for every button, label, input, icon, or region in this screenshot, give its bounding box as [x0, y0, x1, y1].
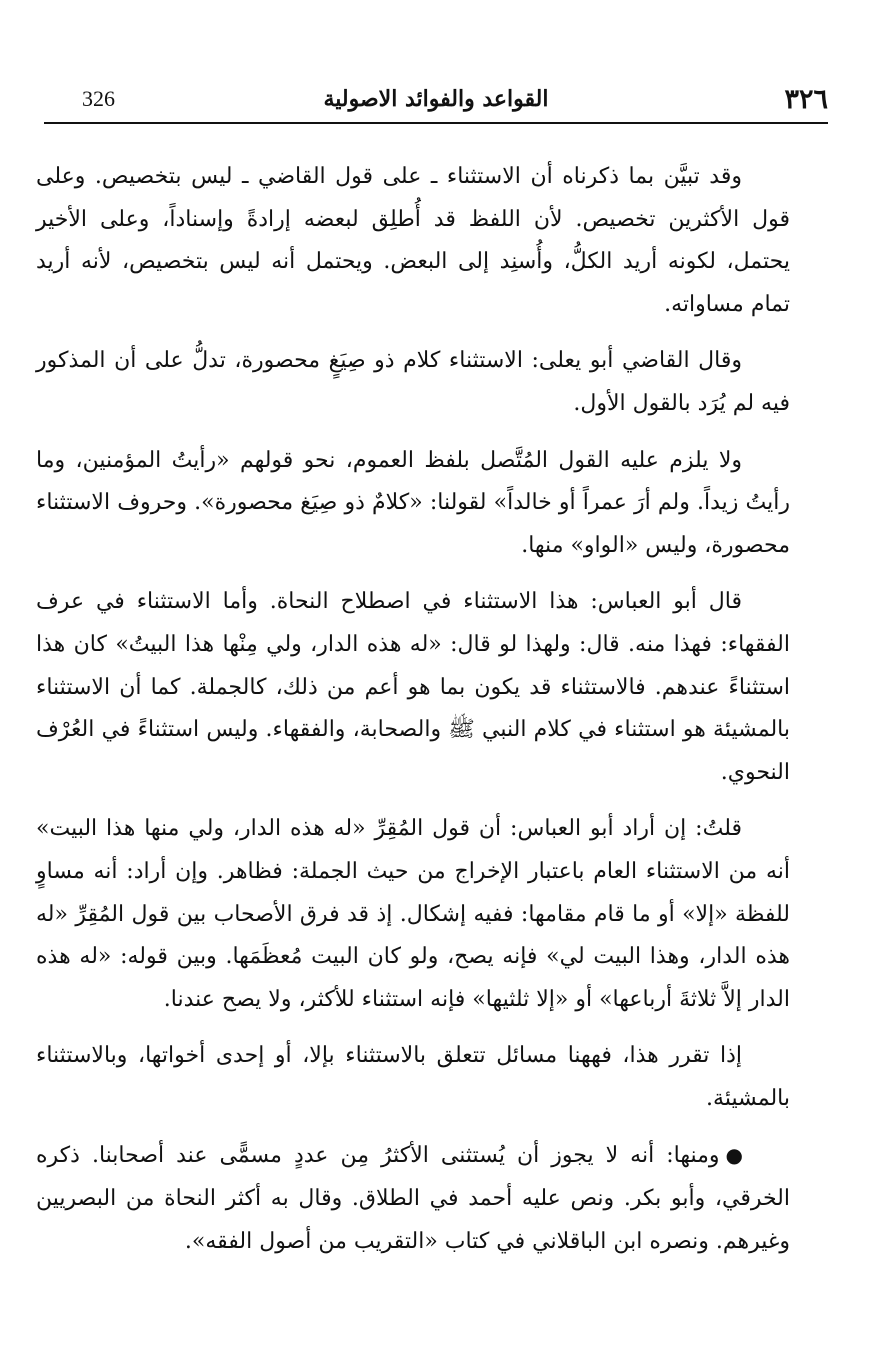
paragraph: وقد تبيَّن بما ذكرناه أن الاستثناء ـ على قول القاضي ـ ليس بتخصيص. وعلى قول الأكثرين تخصيص. لأن اللفظ قد أُطلِق لبعضه إرادةً وإسناداً، وعلى الأخير يحتمل، لكونه أريد الكلُّ، وأُسنِد إلى البعض. ويحتمل أنه ليس بتخصيص، لأنه أريد تمام مساواته.: [36, 164, 790, 317]
paragraph: قلتُ: إن أراد أبو العباس: أن قول المُقِرِّ «له هذه الدار، ولي منها هذا البيت» أنه من الاستثناء العام باعتبار الإخراج من حيث الجملة: فظاهر. وإن أراد: أنه مساوٍ للفظة «إلا» أو ما قام مقامها: ففيه إشكال. إذ قد فرق الأصحاب بين قول المُقِرِّ «له هذه الدار، وهذا البيت لي» فإنه يصح، ولو كان البيت مُعظَمَها. وبين قوله: «له هذه الدار إلاَّ ثلاثةَ أرباعها» أو «إلا ثلثيها» فإنه استثناء للأكثر، ولا يصح عندنا.: [36, 816, 791, 1012]
page-number-latin: 326: [82, 86, 115, 111]
running-title: القواعد والفوائد الاصولية: [323, 86, 549, 112]
main-text: [36, 156, 790, 1277]
header-rule: [44, 122, 828, 124]
paragraph: قال أبو العباس: هذا الاستثناء في اصطلاح النحاة. وأما الاستثناء في عرف الفقهاء: فهذا منه. قال: ولهذا لو قال: «له هذه الدار، ولي مِنْها هذا البيتُ» كان هذا استثناءً عندهم. فالاستثناء قد يكون بما هو أعم من ذلك، كالجملة. كما أن الاستثناء بالمشيئة هو استثناء في كلام النبي ﷺ والصحابة، والفقهاء. وليس استثناءً في العُرْف النحوي.: [36, 589, 790, 785]
paragraph: وقال القاضي أبو يعلى: الاستثناء كلام ذو صِيَغٍ محصورة، تدلُّ على أن المذكور فيه لم يُرَد بالقول الأول.: [36, 348, 790, 416]
bullet-paragraph-text: ومنها: أنه لا يجوز أن يُستثنى الأكثرُ مِن عددٍ مسمًّى عند أصحابنا. ذكره الخرقي، وأبو بكر. ونص عليه أحمد في الطلاق. وقال به أكثر النحاة من البصريين وغيرهم. ونصره ابن الباقلاني في كتاب «التقريب من أصول الفقه».: [36, 1143, 790, 1254]
page-number-arabic: ٣٢٦: [784, 84, 828, 115]
paragraph: ولا يلزم عليه القول المُتَّصل بلفظ العموم، نحو قولهم «رأيتُ المؤمنين، وما رأيتُ زيداً. ولم أرَ عمراً أو خالداً» لقولنا: «كلامٌ ذو صِيَغ محصورة». وحروف الاستثناء محصورة، وليس «الواو» منها.: [36, 447, 790, 558]
paragraph: إذا تقرر هذا، فههنا مسائل تتعلق بالاستثناء بإلا، أو إحدى أخواتها، وبالاستثناء بالمشيئة.: [36, 1043, 790, 1111]
bullet-icon: ●: [725, 1143, 748, 1168]
bullet-paragraph: [36, 1134, 790, 1263]
page-header: [44, 74, 828, 120]
